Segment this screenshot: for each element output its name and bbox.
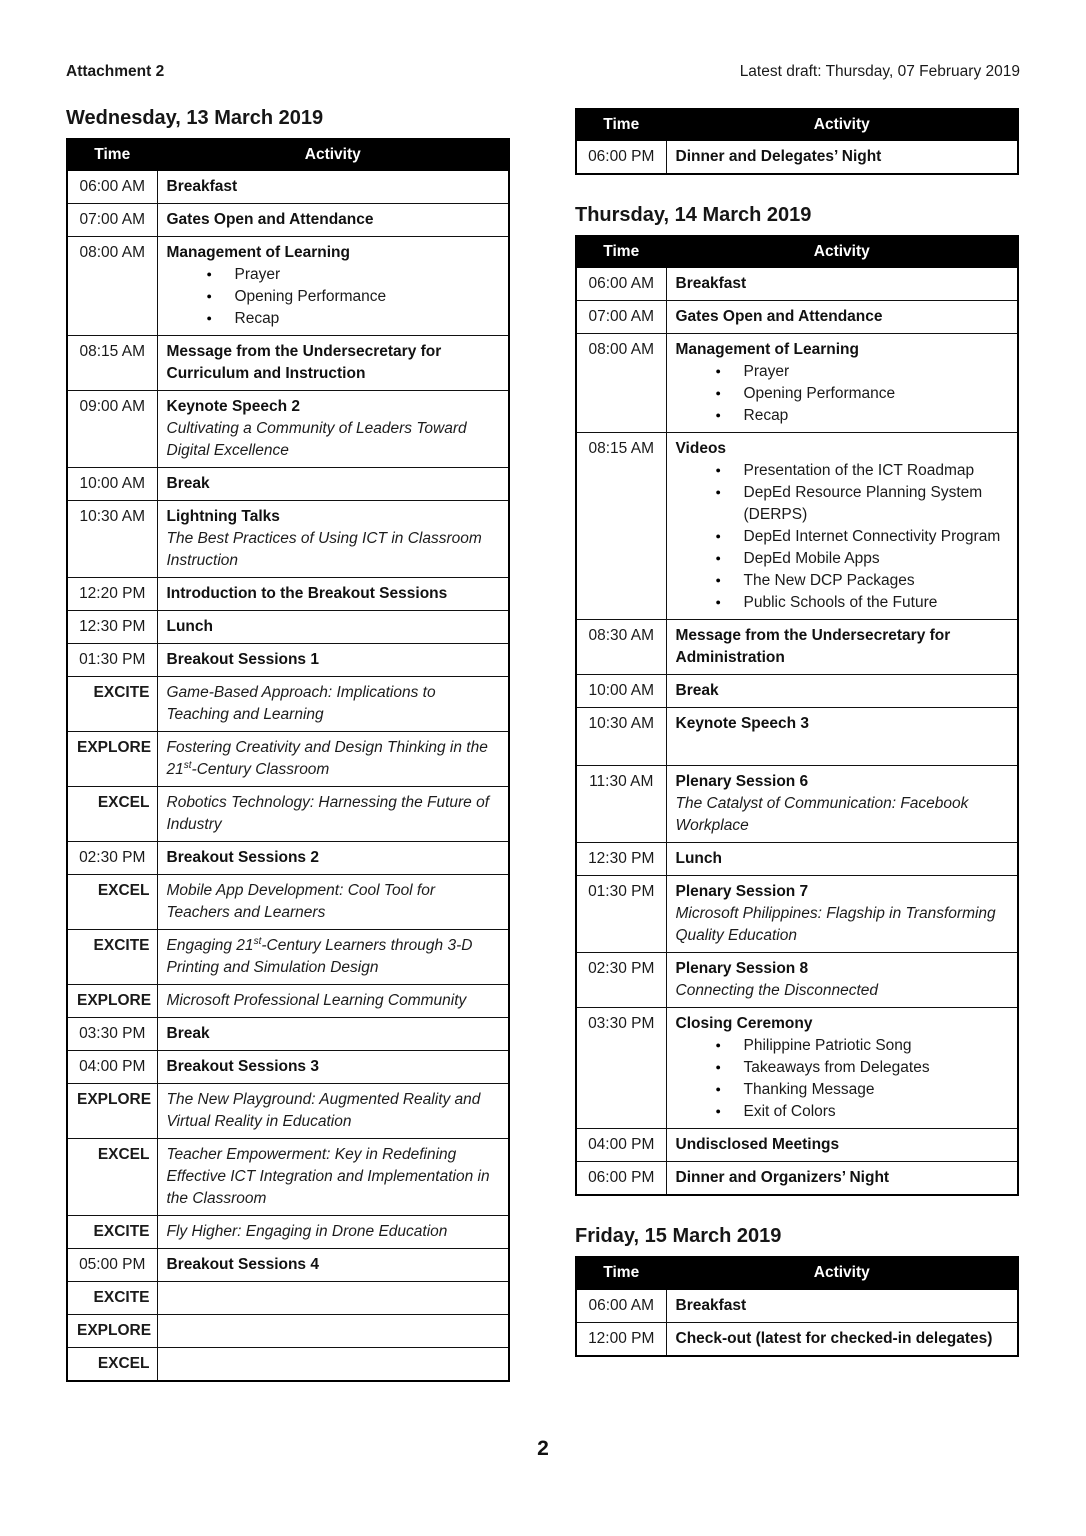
- header-row: [67, 139, 509, 171]
- activity-content: [676, 771, 1009, 837]
- bullet-item: ● The New DCP Packages: [716, 570, 1009, 592]
- activity-title: Plenary Session 6: [675, 773, 809, 791]
- time-cell: 06:00 AM: [576, 268, 666, 301]
- activity-description: Teacher Empowerment: Key in Redefining Effective ICT Integration and Implementation in the Classroom: [166, 1146, 490, 1208]
- activity-title: Undisclosed Meetings: [675, 1136, 840, 1154]
- page-number: 2: [537, 1437, 549, 1460]
- time-cell: 06:00 PM: [576, 1162, 666, 1196]
- track-label-cell: EXCITE: [67, 1216, 157, 1249]
- time-cell: 06:00 AM: [576, 1289, 666, 1322]
- table-row: [67, 468, 509, 501]
- table-row: [67, 1315, 509, 1348]
- activity-cell: [666, 708, 1018, 766]
- schedule-block: [66, 106, 510, 1382]
- activity-title: Closing Ceremony: [675, 1015, 813, 1033]
- activity-cell: [157, 875, 509, 930]
- time-cell: 04:00 PM: [67, 1051, 157, 1084]
- activity-cell: [666, 876, 1018, 953]
- activity-content: [676, 339, 1009, 427]
- activity-content: [676, 1167, 1009, 1189]
- activity-cell: [666, 1129, 1018, 1162]
- table-row: [67, 732, 509, 787]
- schedule-block: [575, 1224, 1019, 1356]
- activity-cell: [157, 468, 509, 501]
- activity-content: [167, 242, 500, 330]
- column-header-time: Time: [576, 236, 666, 268]
- activity-content: [676, 146, 1009, 168]
- activity-title: Breakfast: [166, 178, 238, 196]
- activity-title: Breakout Sessions 1: [166, 651, 319, 669]
- schedule-table: [575, 1256, 1019, 1356]
- header-row: [576, 1257, 1018, 1289]
- table-row: [576, 141, 1018, 175]
- activity-description: The New Playground: Augmented Reality and Virtual Reality in Education: [166, 1091, 481, 1131]
- time-cell: 10:30 AM: [67, 501, 157, 578]
- activity-content: [167, 682, 500, 726]
- time-cell: 08:00 AM: [576, 334, 666, 433]
- activity-content: [676, 306, 1009, 328]
- table-row: [576, 1289, 1018, 1322]
- column-header-time: Time: [576, 1257, 666, 1289]
- time-cell: 06:00 AM: [67, 171, 157, 204]
- table-row: [67, 1216, 509, 1249]
- activity-content: [676, 713, 1009, 735]
- table-row: [576, 843, 1018, 876]
- activity-cell: [157, 1315, 509, 1348]
- activity-description: Robotics Technology: Harnessing the Future of Industry: [166, 794, 490, 834]
- table-row: [67, 1282, 509, 1315]
- activity-content: [676, 1013, 1009, 1123]
- track-label-cell: EXCITE: [67, 677, 157, 732]
- bullet-item: ● Recap: [207, 308, 500, 330]
- activity-cell: [157, 1282, 509, 1315]
- day-heading: Friday, 15 March 2019: [575, 1225, 782, 1248]
- page-header: [66, 62, 1020, 82]
- activity-title: Management of Learning: [675, 341, 859, 359]
- time-cell: 09:00 AM: [67, 391, 157, 468]
- activity-content: [167, 1089, 500, 1133]
- activity-description: Game-Based Approach: Implications to Teaching and Learning: [166, 684, 436, 724]
- activity-content: [167, 341, 500, 385]
- time-cell: 02:30 PM: [576, 953, 666, 1008]
- activity-title: Gates Open and Attendance: [166, 211, 374, 229]
- activity-title: Lunch: [166, 618, 213, 636]
- time-cell: 03:30 PM: [67, 1018, 157, 1051]
- table-row: [67, 930, 509, 985]
- activity-cell: [157, 611, 509, 644]
- activity-title: Lunch: [675, 850, 722, 868]
- activity-cell: [666, 953, 1018, 1008]
- activity-bullet-list: [676, 361, 1009, 427]
- activity-content: [167, 792, 500, 836]
- table-row: [67, 578, 509, 611]
- table-row: [576, 1129, 1018, 1162]
- activity-title: Message from the Undersecretary for Administration: [675, 627, 951, 667]
- activity-bullet-list: [676, 1035, 1009, 1123]
- table-row: [576, 876, 1018, 953]
- activity-cell: [157, 787, 509, 842]
- activity-content: [167, 935, 500, 979]
- activity-description: The Catalyst of Communication: Facebook Workplace: [675, 795, 969, 835]
- activity-cell: [666, 1162, 1018, 1196]
- time-cell: 01:30 PM: [67, 644, 157, 677]
- time-cell: 06:00 PM: [576, 141, 666, 175]
- table-row: [67, 1348, 509, 1382]
- table-row: [576, 1322, 1018, 1356]
- activity-content: [167, 1287, 500, 1309]
- activity-content: [167, 506, 500, 572]
- time-cell: 10:30 AM: [576, 708, 666, 766]
- activity-cell: [666, 843, 1018, 876]
- activity-cell: [157, 842, 509, 875]
- activity-cell: [666, 301, 1018, 334]
- activity-cell: [157, 1084, 509, 1139]
- table-row: [576, 675, 1018, 708]
- activity-title: Break: [675, 682, 719, 700]
- time-cell: 10:00 AM: [576, 675, 666, 708]
- two-column-layout: [66, 106, 1020, 1410]
- activity-title: Break: [166, 475, 210, 493]
- activity-cell: [157, 1216, 509, 1249]
- activity-description: Mobile App Development: Cool Tool for Teachers and Learners: [166, 882, 436, 922]
- track-label-cell: EXCEL: [67, 1139, 157, 1216]
- activity-content: [676, 881, 1009, 947]
- schedule-table: [575, 108, 1019, 175]
- bullet-item: ● Thanking Message: [716, 1079, 1009, 1101]
- table-row: [576, 301, 1018, 334]
- bullet-item: ● Philippine Patriotic Song: [716, 1035, 1009, 1057]
- bullet-item: ● Prayer: [716, 361, 1009, 383]
- table-row: [67, 237, 509, 336]
- activity-cell: [157, 578, 509, 611]
- activity-cell: [666, 675, 1018, 708]
- activity-description: Fly Higher: Engaging in Drone Education: [166, 1223, 448, 1241]
- activity-cell: [666, 620, 1018, 675]
- activity-content: [167, 880, 500, 924]
- table-row: [67, 985, 509, 1018]
- activity-description: Cultivating a Community of Leaders Toward Digital Excellence: [166, 420, 467, 460]
- activity-title: Introduction to the Breakout Sessions: [166, 585, 448, 603]
- table-row: [576, 708, 1018, 766]
- activity-title: Plenary Session 8: [675, 960, 809, 978]
- table-row: [67, 875, 509, 930]
- activity-title: Break: [166, 1025, 210, 1043]
- activity-cell: [157, 171, 509, 204]
- activity-cell: [157, 732, 509, 787]
- time-cell: 04:00 PM: [576, 1129, 666, 1162]
- time-cell: 03:30 PM: [576, 1008, 666, 1129]
- activity-cell: [666, 1322, 1018, 1356]
- table-row: [67, 1051, 509, 1084]
- table-row: [67, 842, 509, 875]
- activity-description: Connecting the Disconnected: [675, 982, 878, 1000]
- activity-title: Breakout Sessions 2: [166, 849, 319, 867]
- activity-content: [676, 1328, 1009, 1350]
- activity-content: [676, 1295, 1009, 1317]
- activity-cell: [666, 1289, 1018, 1322]
- bullet-item: ● Takeaways from Delegates: [716, 1057, 1009, 1079]
- time-cell: 08:15 AM: [576, 433, 666, 620]
- table-row: [576, 620, 1018, 675]
- table-row: [576, 1162, 1018, 1196]
- activity-content: [167, 737, 500, 781]
- table-row: [576, 766, 1018, 843]
- schedule-table: [575, 235, 1019, 1196]
- activity-title: Lightning Talks: [166, 508, 280, 526]
- activity-content: [167, 1353, 500, 1375]
- activity-cell: [157, 1018, 509, 1051]
- activity-title: Breakfast: [675, 1296, 747, 1314]
- bullet-item: ● DepEd Resource Planning System (DERPS): [716, 482, 1009, 526]
- bullet-item: ● Recap: [716, 405, 1009, 427]
- right-column: [575, 106, 1019, 1410]
- activity-title: Management of Learning: [166, 244, 350, 262]
- bullet-item: ● DepEd Internet Connectivity Program: [716, 526, 1009, 548]
- bullet-item: ● Prayer: [207, 264, 500, 286]
- activity-content: [167, 1320, 500, 1342]
- left-column: [66, 106, 510, 1410]
- day-heading: Thursday, 14 March 2019: [575, 204, 812, 227]
- column-header-activity: Activity: [666, 1257, 1018, 1289]
- track-label-cell: EXPLORE: [67, 1315, 157, 1348]
- activity-cell: [157, 501, 509, 578]
- table-row: [576, 953, 1018, 1008]
- track-label-cell: EXCITE: [67, 1282, 157, 1315]
- table-row: [67, 1018, 509, 1051]
- activity-title: Keynote Speech 3: [675, 715, 810, 733]
- activity-content: [167, 990, 500, 1012]
- attachment-label: Attachment 2: [66, 63, 165, 80]
- bullet-item: ● Opening Performance: [207, 286, 500, 308]
- activity-cell: [666, 766, 1018, 843]
- activity-content: [167, 473, 500, 495]
- activity-cell: [157, 204, 509, 237]
- column-header-time: Time: [576, 109, 666, 141]
- table-row: [67, 171, 509, 204]
- activity-cell: [666, 141, 1018, 175]
- activity-content: [167, 847, 500, 869]
- time-cell: 12:30 PM: [576, 843, 666, 876]
- activity-content: [167, 1144, 500, 1210]
- schedule-table: [66, 138, 510, 1382]
- activity-description: The Best Practices of Using ICT in Classroom Instruction: [166, 530, 482, 570]
- table-row: [67, 1249, 509, 1282]
- track-label-cell: EXPLORE: [67, 732, 157, 787]
- table-row: [67, 1084, 509, 1139]
- activity-title: Plenary Session 7: [675, 883, 809, 901]
- activity-cell: [157, 336, 509, 391]
- activity-title: Videos: [675, 440, 727, 458]
- activity-cell: [157, 391, 509, 468]
- activity-title: Breakout Sessions 3: [166, 1058, 319, 1076]
- track-label-cell: EXCEL: [67, 1348, 157, 1382]
- activity-description: Engaging 21st-Century Learners through 3-D Printing and Simulation Design: [166, 936, 473, 977]
- time-cell: 08:30 AM: [576, 620, 666, 675]
- column-header-activity: Activity: [666, 109, 1018, 141]
- table-row: [67, 787, 509, 842]
- activity-title: Keynote Speech 2: [166, 398, 301, 416]
- activity-content: [676, 273, 1009, 295]
- time-cell: 07:00 AM: [576, 301, 666, 334]
- day-heading: Wednesday, 13 March 2019: [66, 107, 324, 130]
- activity-content: [676, 625, 1009, 669]
- track-label-cell: EXPLORE: [67, 1084, 157, 1139]
- activity-cell: [666, 1008, 1018, 1129]
- activity-cell: [157, 985, 509, 1018]
- table-row: [576, 433, 1018, 620]
- activity-content: [167, 649, 500, 671]
- header-row: [576, 109, 1018, 141]
- activity-cell: [157, 644, 509, 677]
- draft-date-label: Latest draft: Thursday, 07 February 2019: [739, 63, 1020, 80]
- time-cell: 12:20 PM: [67, 578, 157, 611]
- table-row: [67, 611, 509, 644]
- schedule-block: [575, 108, 1019, 175]
- bullet-item: ● Exit of Colors: [716, 1101, 1009, 1123]
- time-cell: 02:30 PM: [67, 842, 157, 875]
- activity-cell: [157, 237, 509, 336]
- time-cell: 08:00 AM: [67, 237, 157, 336]
- bullet-item: ● DepEd Mobile Apps: [716, 548, 1009, 570]
- table-row: [67, 644, 509, 677]
- activity-title: Gates Open and Attendance: [675, 308, 883, 326]
- activity-cell: [666, 268, 1018, 301]
- time-cell: 10:00 AM: [67, 468, 157, 501]
- activity-content: [167, 583, 500, 605]
- table-row: [67, 336, 509, 391]
- column-header-activity: Activity: [666, 236, 1018, 268]
- activity-content: [167, 1254, 500, 1276]
- track-label-cell: EXPLORE: [67, 985, 157, 1018]
- activity-cell: [157, 1348, 509, 1382]
- activity-description: Fostering Creativity and Design Thinking in the 21st-Century Classroom: [166, 739, 488, 779]
- activity-content: [167, 176, 500, 198]
- column-header-activity: Activity: [157, 139, 509, 171]
- track-label-cell: EXCEL: [67, 875, 157, 930]
- activity-title: Breakfast: [675, 275, 747, 293]
- activity-content: [167, 396, 500, 462]
- activity-cell: [157, 1051, 509, 1084]
- activity-bullet-list: [676, 460, 1009, 614]
- activity-cell: [157, 930, 509, 985]
- activity-content: [676, 680, 1009, 702]
- activity-title: Check-out (latest for checked-in delegates): [675, 1329, 993, 1347]
- activity-content: [167, 616, 500, 638]
- activity-content: [167, 1056, 500, 1078]
- activity-description: Microsoft Philippines: Flagship in Transforming Quality Education: [675, 905, 996, 945]
- activity-content: [167, 209, 500, 231]
- time-cell: 12:00 PM: [576, 1322, 666, 1356]
- activity-content: [676, 438, 1009, 614]
- table-row: [67, 501, 509, 578]
- table-row: [67, 677, 509, 732]
- bullet-item: ● Opening Performance: [716, 383, 1009, 405]
- activity-cell: [157, 677, 509, 732]
- activity-title: Breakout Sessions 4: [166, 1256, 319, 1274]
- time-cell: 01:30 PM: [576, 876, 666, 953]
- activity-title: Dinner and Organizers’ Night: [675, 1169, 890, 1187]
- bullet-item: ● Presentation of the ICT Roadmap: [716, 460, 1009, 482]
- activity-content: [676, 1134, 1009, 1156]
- header-row: [576, 236, 1018, 268]
- activity-title: Dinner and Delegates’ Night: [675, 148, 882, 166]
- schedule-block: [575, 203, 1019, 1196]
- activity-content: [676, 848, 1009, 870]
- activity-cell: [666, 334, 1018, 433]
- time-cell: 11:30 AM: [576, 766, 666, 843]
- activity-description: Microsoft Professional Learning Community: [166, 992, 467, 1010]
- bullet-item: ● Public Schools of the Future: [716, 592, 1009, 614]
- time-cell: 05:00 PM: [67, 1249, 157, 1282]
- activity-cell: [666, 433, 1018, 620]
- track-label-cell: EXCITE: [67, 930, 157, 985]
- activity-content: [167, 1023, 500, 1045]
- time-cell: 08:15 AM: [67, 336, 157, 391]
- table-row: [576, 1008, 1018, 1129]
- time-cell: 12:30 PM: [67, 611, 157, 644]
- table-row: [67, 1139, 509, 1216]
- activity-title: Message from the Undersecretary for Curriculum and Instruction: [166, 343, 442, 383]
- track-label-cell: EXCEL: [67, 787, 157, 842]
- activity-content: [676, 958, 1009, 1002]
- activity-content: [167, 1221, 500, 1243]
- table-row: [67, 204, 509, 237]
- time-cell: 07:00 AM: [67, 204, 157, 237]
- column-header-time: Time: [67, 139, 157, 171]
- table-row: [576, 268, 1018, 301]
- activity-cell: [157, 1139, 509, 1216]
- table-row: [576, 334, 1018, 433]
- activity-bullet-list: [167, 264, 500, 330]
- activity-cell: [157, 1249, 509, 1282]
- table-row: [67, 391, 509, 468]
